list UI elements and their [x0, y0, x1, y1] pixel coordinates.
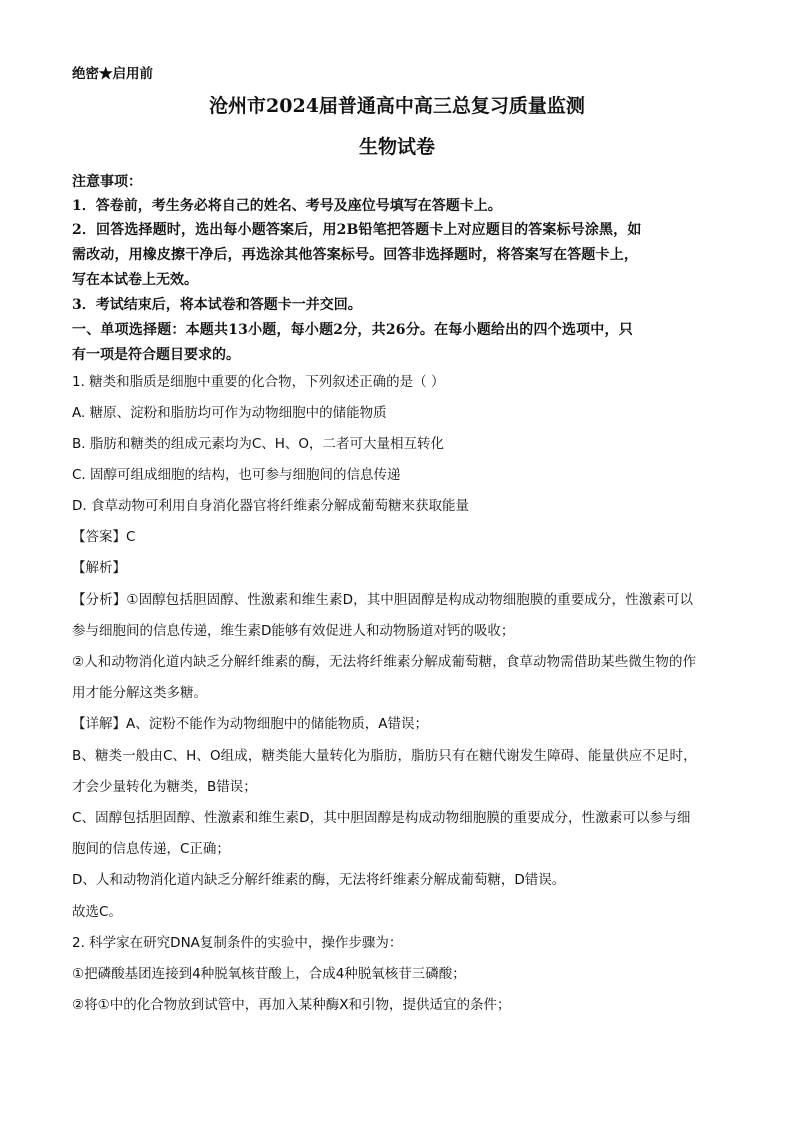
question-1-answer: 【答案】C: [72, 529, 136, 545]
notice-item-2-line-1: 2．回答选择题时，选出每小题答案后，用2B铅笔把答题卡上对应题目的答案标号涂黑，如: [72, 222, 642, 238]
notice-item-1: 1．答卷前，考生务必将自己的姓名、考号及座位号填写在答题卡上。: [72, 198, 502, 214]
question-1-option-a: A. 糖原、淀粉和脂肪均可作为动物细胞中的储能物质: [72, 405, 387, 421]
question-2-step-1: ①把磷酸基团连接到4种脱氧核苷酸上，合成4种脱氧核苷三磷酸；: [72, 966, 466, 982]
question-1-xiangjie-line-1: 【详解】A、淀粉不能作为动物细胞中的储能物质，A错误；: [72, 716, 428, 732]
question-1-option-b: B. 脂肪和糖类的组成元素均为C、H、O，二者可大量相互转化: [72, 436, 445, 452]
notice-item-3: 3．考试结束后，将本试卷和答题卡一并交回。: [72, 297, 362, 313]
question-1-xiangjie-line-5: 胞间的信息传递，C正确；: [72, 841, 230, 857]
question-1-fenxi-line-3: ②人和动物消化道内缺乏分解纤维素的酶，无法将纤维素分解成葡萄糖，食草动物需借助某些微生物的作: [72, 654, 697, 670]
question-2-stem: 2. 科学家在研究DNA复制条件的实验中，操作步骤为：: [72, 935, 403, 951]
section-heading-line-1: 一、单项选择题：本题共13小题，每小题2分，共26分。在每小题给出的四个选项中，只: [72, 322, 633, 338]
question-1-conclusion: 故选C。: [72, 904, 122, 920]
notice-item-2-line-3: 写在本试卷上无效。: [72, 272, 198, 288]
question-1-fenxi-line-1: 【分析】①固醇包括胆固醇、性激素和维生素D，其中胆固醇是构成动物细胞膜的重要成分，性激素可以: [72, 592, 694, 608]
section-heading-line-2: 有一项是符合题目要求的。: [72, 347, 240, 363]
question-1-xiangjie-line-3: 才会少量转化为糖类，B错误；: [72, 779, 257, 795]
exam-title: 沧州市2024届普通高中高三总复习质量监测: [209, 95, 585, 117]
exam-subtitle: 生物试卷: [358, 136, 435, 158]
question-1-xiangjie-line-6: D、人和动物消化道内缺乏分解纤维素的酶，无法将纤维素分解成葡萄糖，D错误。: [72, 872, 566, 888]
question-1-stem: 1. 糖类和脂质是细胞中重要的化合物，下列叙述正确的是（ ）: [72, 374, 445, 390]
notice-heading: 注意事项：: [72, 174, 142, 190]
question-1-fenxi-line-2: 参与细胞间的信息传递，维生素D能够有效促进人和动物肠道对钙的吸收；: [72, 623, 515, 639]
notice-item-2-line-2: 需改动，用橡皮擦干净后，再选涂其他答案标号。回答非选择题时，将答案写在答题卡上，: [72, 247, 638, 263]
question-1-analysis-label: 【解析】: [72, 560, 126, 576]
question-2-step-2: ②将①中的化合物放到试管中，再加入某种酶X和引物，提供适宜的条件；: [72, 997, 511, 1013]
question-1-xiangjie-line-4: C、固醇包括胆固醇、性激素和维生素D，其中胆固醇是构成动物细胞膜的重要成分，性激素可以参与细: [72, 810, 691, 826]
question-1-fenxi-line-4: 用才能分解这类多糖。: [72, 685, 207, 701]
question-1-xiangjie-line-2: B、糖类一般由C、H、O组成，糖类能大量转化为脂肪，脂肪只有在糖代谢发生障碍、能量供应不足时，: [72, 748, 697, 764]
question-1-option-c: C. 固醇可组成细胞的结构，也可参与细胞间的信息传递: [72, 467, 401, 483]
secret-mark: 绝密★启用前: [72, 66, 153, 82]
question-1-option-d: D. 食草动物可利用自身消化器官将纤维素分解成葡萄糖来获取能量: [72, 498, 469, 514]
